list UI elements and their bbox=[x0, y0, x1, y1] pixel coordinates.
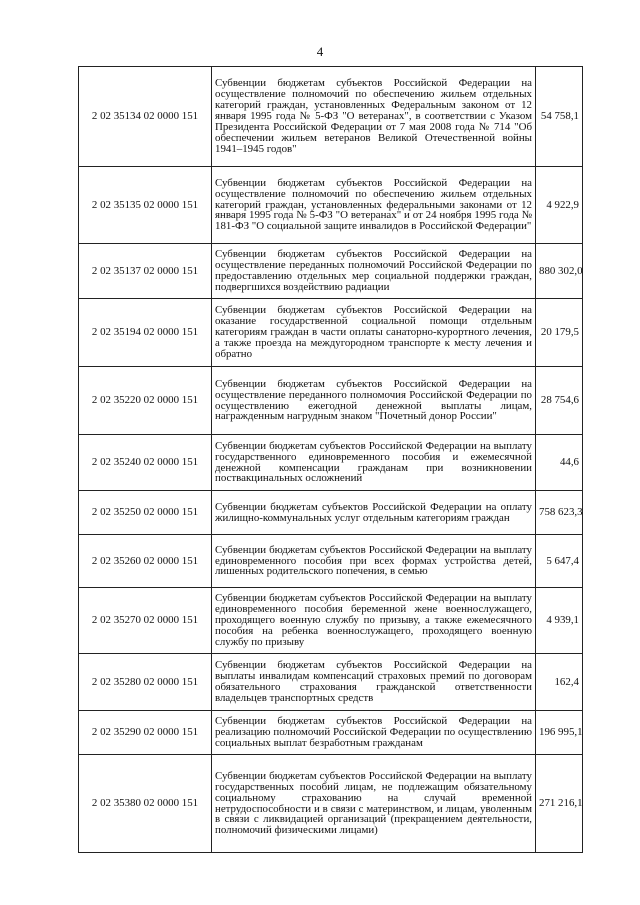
page-number: 4 bbox=[316, 44, 324, 59]
budget-code-cell: 2 02 35194 02 0000 151 bbox=[79, 299, 212, 367]
table-row bbox=[79, 367, 583, 435]
amount-cell: 28 754,6 bbox=[536, 367, 583, 435]
budget-code-cell: 2 02 35134 02 0000 151 bbox=[79, 67, 212, 167]
description-cell: Субвенции бюджетам субъектов Российской Федерации на осуществление полномочий по обеспечению жильем отдельных категорий граждан, установленных федеральными законами от 12 января 1995 года № 5-ФЗ "О ветеранах" и от 24 ноября 1995 года № 181-ФЗ "О социальной защите инвалидов в Российской Федерации" bbox=[212, 167, 536, 244]
budget-code-cell: 2 02 35380 02 0000 151 bbox=[79, 755, 212, 853]
table-row bbox=[79, 755, 583, 853]
table-row bbox=[79, 435, 583, 491]
description-cell: Субвенции бюджетам субъектов Российской Федерации на выплату единовременного пособия беременной жене военнослужащего, проходящего военную службу по призыву, а также ежемесячного пособия на ребенка военнослужащего, проходящего военную службу по призыву bbox=[212, 588, 536, 654]
budget-code-cell: 2 02 35135 02 0000 151 bbox=[79, 167, 212, 244]
amount-cell: 20 179,5 bbox=[536, 299, 583, 367]
budget-code-cell: 2 02 35220 02 0000 151 bbox=[79, 367, 212, 435]
amount-cell: 880 302,0 bbox=[536, 244, 583, 299]
description-cell: Субвенции бюджетам субъектов Российской Федерации на осуществление полномочий по обеспечению жильем отдельных категорий граждан, установленных Федеральным законом от 12 января 1995 года № 5-ФЗ "О ветеранах", в соответствии с Указом Президента Российской Федерации от 7 мая 2008 года № 714 "Об обеспечении жильем ветеранов Великой Отечественной войны 1941–1945 годов" bbox=[212, 67, 536, 167]
budget-code-cell: 2 02 35290 02 0000 151 bbox=[79, 711, 212, 755]
description-cell: Субвенции бюджетам субъектов Российской Федерации на выплату государственного единовременного пособия и ежемесячной денежной компенсации гражданам при возникновении поствакцинальных осложнений bbox=[212, 435, 536, 491]
table-row bbox=[79, 588, 583, 654]
amount-cell: 162,4 bbox=[536, 654, 583, 711]
description-cell: Субвенции бюджетам субъектов Российской Федерации на выплату единовременного пособия при всех формах устройства детей, лишенных родительского попечения, в семью bbox=[212, 535, 536, 588]
table-body bbox=[79, 67, 583, 853]
table-row bbox=[79, 535, 583, 588]
budget-code-cell: 2 02 35280 02 0000 151 bbox=[79, 654, 212, 711]
amount-cell: 196 995,1 bbox=[536, 711, 583, 755]
table-row bbox=[79, 67, 583, 167]
description-cell: Субвенции бюджетам субъектов Российской Федерации на осуществление переданных полномочий Российской Федерации по предоставлению отдельных мер социальной поддержки граждан, подвергшихся воздействию радиации bbox=[212, 244, 536, 299]
budget-revenue-table bbox=[78, 66, 583, 853]
description-cell: Субвенции бюджетам субъектов Российской Федерации на оплату жилищно-коммунальных услуг отдельным категориям граждан bbox=[212, 491, 536, 535]
table-row bbox=[79, 654, 583, 711]
amount-cell: 44,6 bbox=[536, 435, 583, 491]
budget-code-cell: 2 02 35270 02 0000 151 bbox=[79, 588, 212, 654]
amount-cell: 4 939,1 bbox=[536, 588, 583, 654]
amount-cell: 758 623,3 bbox=[536, 491, 583, 535]
description-cell: Субвенции бюджетам субъектов Российской Федерации на осуществление переданного полномочия Российской Федерации по осуществлению ежегодной денежной выплаты лицам, награжденным нагрудным знаком "Почетный донор России" bbox=[212, 367, 536, 435]
amount-cell: 271 216,1 bbox=[536, 755, 583, 853]
amount-cell: 5 647,4 bbox=[536, 535, 583, 588]
budget-code-cell: 2 02 35250 02 0000 151 bbox=[79, 491, 212, 535]
budget-code-cell: 2 02 35240 02 0000 151 bbox=[79, 435, 212, 491]
amount-cell: 4 922,9 bbox=[536, 167, 583, 244]
description-cell: Субвенции бюджетам субъектов Российской Федерации на реализацию полномочий Российской Федерации по осуществлению социальных выплат безработным гражданам bbox=[212, 711, 536, 755]
description-cell: Субвенции бюджетам субъектов Российской Федерации на оказание государственной социальной помощи отдельным категориям граждан в части оплаты санаторно-курортного лечения, а также проезда на междугородном транспорте к месту лечения и обратно bbox=[212, 299, 536, 367]
table-row bbox=[79, 244, 583, 299]
description-cell: Субвенции бюджетам субъектов Российской Федерации на выплаты инвалидам компенсаций страховых премий по договорам обязательного страхования гражданской ответственности владельцев транспортных средств bbox=[212, 654, 536, 711]
description-cell: Субвенции бюджетам субъектов Российской Федерации на выплату государственных пособий лицам, не подлежащим обязательному социальному страхованию на случай временной нетрудоспособности и в связи с материнством, и лицам, уволенным в связи с ликвидацией организаций (прекращением деятельности, полномочий физическими лицами) bbox=[212, 755, 536, 853]
table-row bbox=[79, 491, 583, 535]
table-row bbox=[79, 299, 583, 367]
amount-cell: 54 758,1 bbox=[536, 67, 583, 167]
budget-code-cell: 2 02 35260 02 0000 151 bbox=[79, 535, 212, 588]
table-row bbox=[79, 167, 583, 244]
budget-code-cell: 2 02 35137 02 0000 151 bbox=[79, 244, 212, 299]
table-row bbox=[79, 711, 583, 755]
